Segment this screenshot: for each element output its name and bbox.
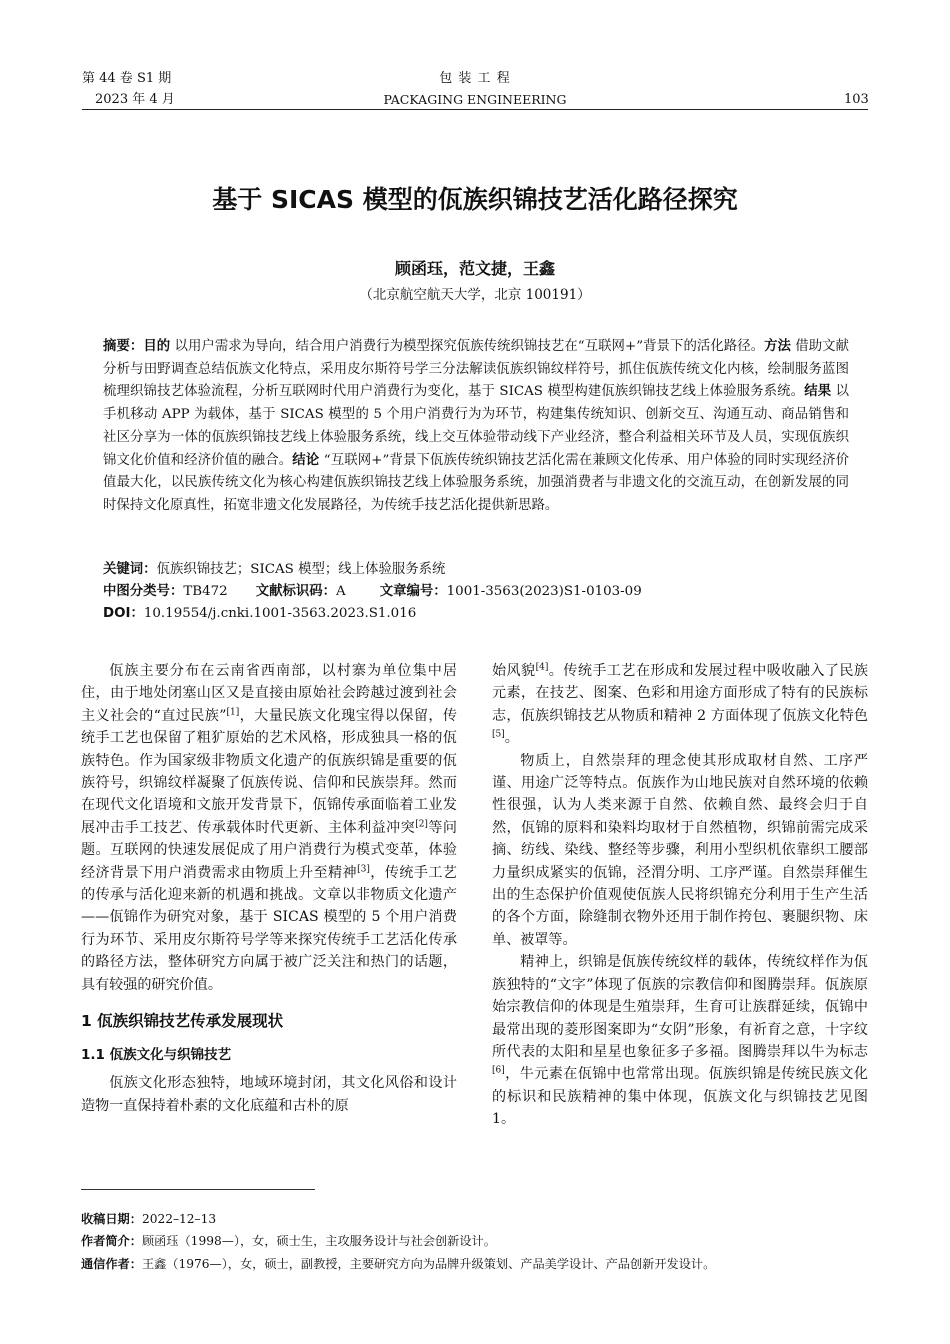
abstract-objective-label: 目的: [143, 339, 171, 354]
body-column-left: [81, 660, 457, 1117]
journal-name-en: PACKAGING ENGINEERING: [383, 92, 567, 107]
corr-value: 王鑫（1976—），女，硕士，副教授，主要研究方向为品牌升级策划、产品美学设计、产品创新开发设计。: [141, 1257, 716, 1271]
abstract-method-label: 方法: [764, 339, 791, 354]
received-value: 2022–12–13: [141, 1212, 217, 1226]
ref-1[interactable]: [1]: [226, 707, 240, 718]
continued-paragraph: [492, 660, 868, 750]
abstract: [103, 336, 849, 518]
keywords-value: 佤族织锦技艺；SICAS 模型；线上体验服务系统: [156, 562, 446, 577]
intro-text-1: 佤族主要分布在云南省西南部，以村寨为单位集中居住，由于地处闭塞山区又是直接由原始社会跨越过渡到社会主义社会的“直过民族”: [81, 663, 457, 724]
cont-text-1: 始风貌: [492, 663, 536, 679]
spirit-text-1: 精神上，织锦是佤族传统纹样的载体，传统纹样作为佤族独特的“文字”体现了佤族的宗教信仰和图腾崇拜。佤族原始宗教信仰的体现是生殖崇拜，生育可让族群延续，佤锦中最常出现的菱形图案即为“女阴”形象，有祈育之意，十字纹所代表的太阳和星星也象征多子多福。图腾崇拜以牛为标志: [492, 954, 868, 1060]
doi-label: DOI：: [103, 606, 144, 621]
article-number-value: 1001-3563(2023)S1-0103-09: [446, 584, 642, 599]
intro-text-3: 等问题。互联网的快速发展促成了用户消费行为模式变革，体验经济背景下用户消费需求由物质上升至精神: [81, 819, 457, 881]
ref-3[interactable]: [3]: [357, 863, 370, 874]
abstract-result-label: 结果: [804, 384, 832, 400]
section-1-1-paragraph: 佤族文化形态独特，地域环境封闭，其文化风俗和设计造物一直保持着朴素的文化底蕴和古朴的原: [81, 1075, 457, 1114]
page-number: 103: [844, 92, 869, 107]
issue-date: 2023 年 4 月: [95, 92, 175, 107]
intro-paragraph: [81, 660, 457, 996]
section-1-1-heading: 1.1 佤族文化与织锦技艺: [81, 1047, 232, 1064]
spirit-paragraph: [492, 951, 868, 1130]
volume-issue: 第 44 卷 S1 期: [82, 71, 172, 86]
header-rule: [82, 109, 868, 110]
clc-value: TB472: [183, 584, 228, 599]
body-column-right: [492, 660, 868, 1131]
ref-6[interactable]: [6]: [492, 1065, 505, 1076]
affiliation: （北京航空航天大学，北京 100191）: [359, 287, 591, 303]
ref-2[interactable]: [2]: [415, 819, 428, 830]
spirit-text-2: ，牛元素在佤锦中也常常出现。佤族织锦是传统民族文化的标识和民族精神的集中体现，佤族文化与织锦技艺见图 1。: [492, 1066, 868, 1128]
intro-text-2: ，大量民族文化瑰宝得以保留，传统手工艺也保留了粗犷原始的艺术风格，形成独具一格的佤族特色。作为国家级非物质文化遗产的佤族织锦是重要的佤族符号，织锦纹样凝聚了佤族传说、信仰和民族崇拜。然而在现代文化语境和文旅开发背景下，佤锦传承面临着工业发展冲击手工技艺、传承载体时代更新、主体利益冲突: [81, 707, 457, 836]
cont-text-3: 。: [504, 730, 519, 747]
material-paragraph: 物质上，自然崇拜的理念使其形成取材自然、工序严谨、用途广泛等特点。佤族作为山地民族对自然环境的依赖性很强，认为人类来源于自然、依赖自然、最终会归于自然，佤锦的原料和染料均取材于自然植物，织锦前需完成采摘、纺线、染线、整经等步骤，利用小型织机依靠织工腰部力量织成紧实的佤锦，泾渭分明、工序严谨。自然崇拜催生出的生态保护价值观使佤族人民将织锦充分利用于生产生活的各个方面，除缝制衣物外还用于制作挎包、裹腿织物、床单、被罩等。: [492, 752, 868, 948]
footnote-rule: [81, 1189, 315, 1190]
bio-value: 顾函珏（1998—），女，硕士生，主攻服务设计与社会创新设计。: [141, 1234, 496, 1248]
article-number-label: 文章编号：: [379, 584, 447, 599]
abstract-method: 借助文献分析与田野调查总结佤族文化特点，采用皮尔斯符号学三分法解读佤族织锦纹样符号，抓住佤族传统文化内核，绘制服务蓝图梳理织锦技艺体验流程，分析互联网时代用户消费行为变化，基于 SICAS 模型构建佤族织锦技艺线上体验服务系统。: [103, 339, 850, 400]
corr-label: 通信作者：: [81, 1257, 142, 1271]
abstract-result: 以手机移动 APP 为载体，基于 SICAS 模型的 5 个用户消费行为为环节，构建集传统知识、创新交互、沟通互动、商品销售和社区分享为一体的佤族织锦技艺线上体验服务系统，线上交互体验带动线下产业经济，整合利益相关环节及人员，实现佤族织锦文化价值和经济价值的融合。: [103, 384, 850, 468]
classification-line: [103, 581, 849, 603]
clc-label: 中图分类号：: [103, 584, 184, 599]
ref-5[interactable]: [5]: [492, 729, 505, 740]
paper-title: 基于 SICAS 模型的佤族织锦技艺活化路径探究: [212, 185, 738, 214]
cont-text-2: 。传统手工艺在形成和发展过程中吸收融入了民族元素，在技艺、图案、色彩和用途方面形成了特有的民族标志，佤族织锦技艺从物质和精神 2 方面体现了佤族文化特色: [492, 663, 869, 724]
author-list: 顾函珏，范文捷，王鑫: [394, 259, 555, 278]
section-1-heading: 1 佤族织锦技艺传承发展现状: [81, 1012, 284, 1031]
journal-name-cn: 包 装 工 程: [439, 71, 511, 86]
corresponding-author: [81, 1255, 871, 1273]
abstract-objective: 以用户需求为导向，结合用户消费行为模型探究佤族传统织锦技艺在“互联网+”背景下的活化路径。: [170, 339, 765, 354]
doc-code-value: A: [336, 584, 346, 599]
abstract-label: 摘要：: [103, 339, 144, 354]
bio-label: 作者简介：: [81, 1234, 142, 1248]
keywords-label: 关键词：: [103, 562, 157, 577]
author-bio: [81, 1232, 871, 1250]
doi-value[interactable]: 10.19554/j.cnki.1001-3563.2023.S1.016: [143, 606, 417, 621]
doi-line: [103, 603, 849, 625]
abstract-conclusion: “互联网+”背景下佤族传统织锦技艺活化需在兼顾文化传承、用户体验的同时实现经济价值最大化，以民族传统文化为核心构建佤族织锦技艺线上体验服务系统，加强消费者与非遗文化的交流互动，在创新发展的同时保持文化原真性，拓宽非遗文化发展路径，为传统手技艺活化提供新思路。: [103, 452, 849, 513]
abstract-conclusion-label: 结论: [292, 452, 320, 468]
ref-4[interactable]: [4]: [535, 662, 549, 673]
received-label: 收稿日期：: [81, 1212, 142, 1226]
received-date: [81, 1210, 871, 1228]
doc-code-label: 文献标识码：: [255, 584, 337, 599]
keywords: [103, 559, 849, 581]
intro-text-4: ，传统手工艺的传承与活化迎来新的机遇和挑战。文章以非物质文化遗产——佤锦作为研究对象，基于 SICAS 模型的 5 个用户消费行为环节、采用皮尔斯符号学等来探究传统手工艺活化传承的路径方法，整体研究方向属于被广泛关注和热门的话题，具有较强的研究价值。: [81, 864, 458, 993]
